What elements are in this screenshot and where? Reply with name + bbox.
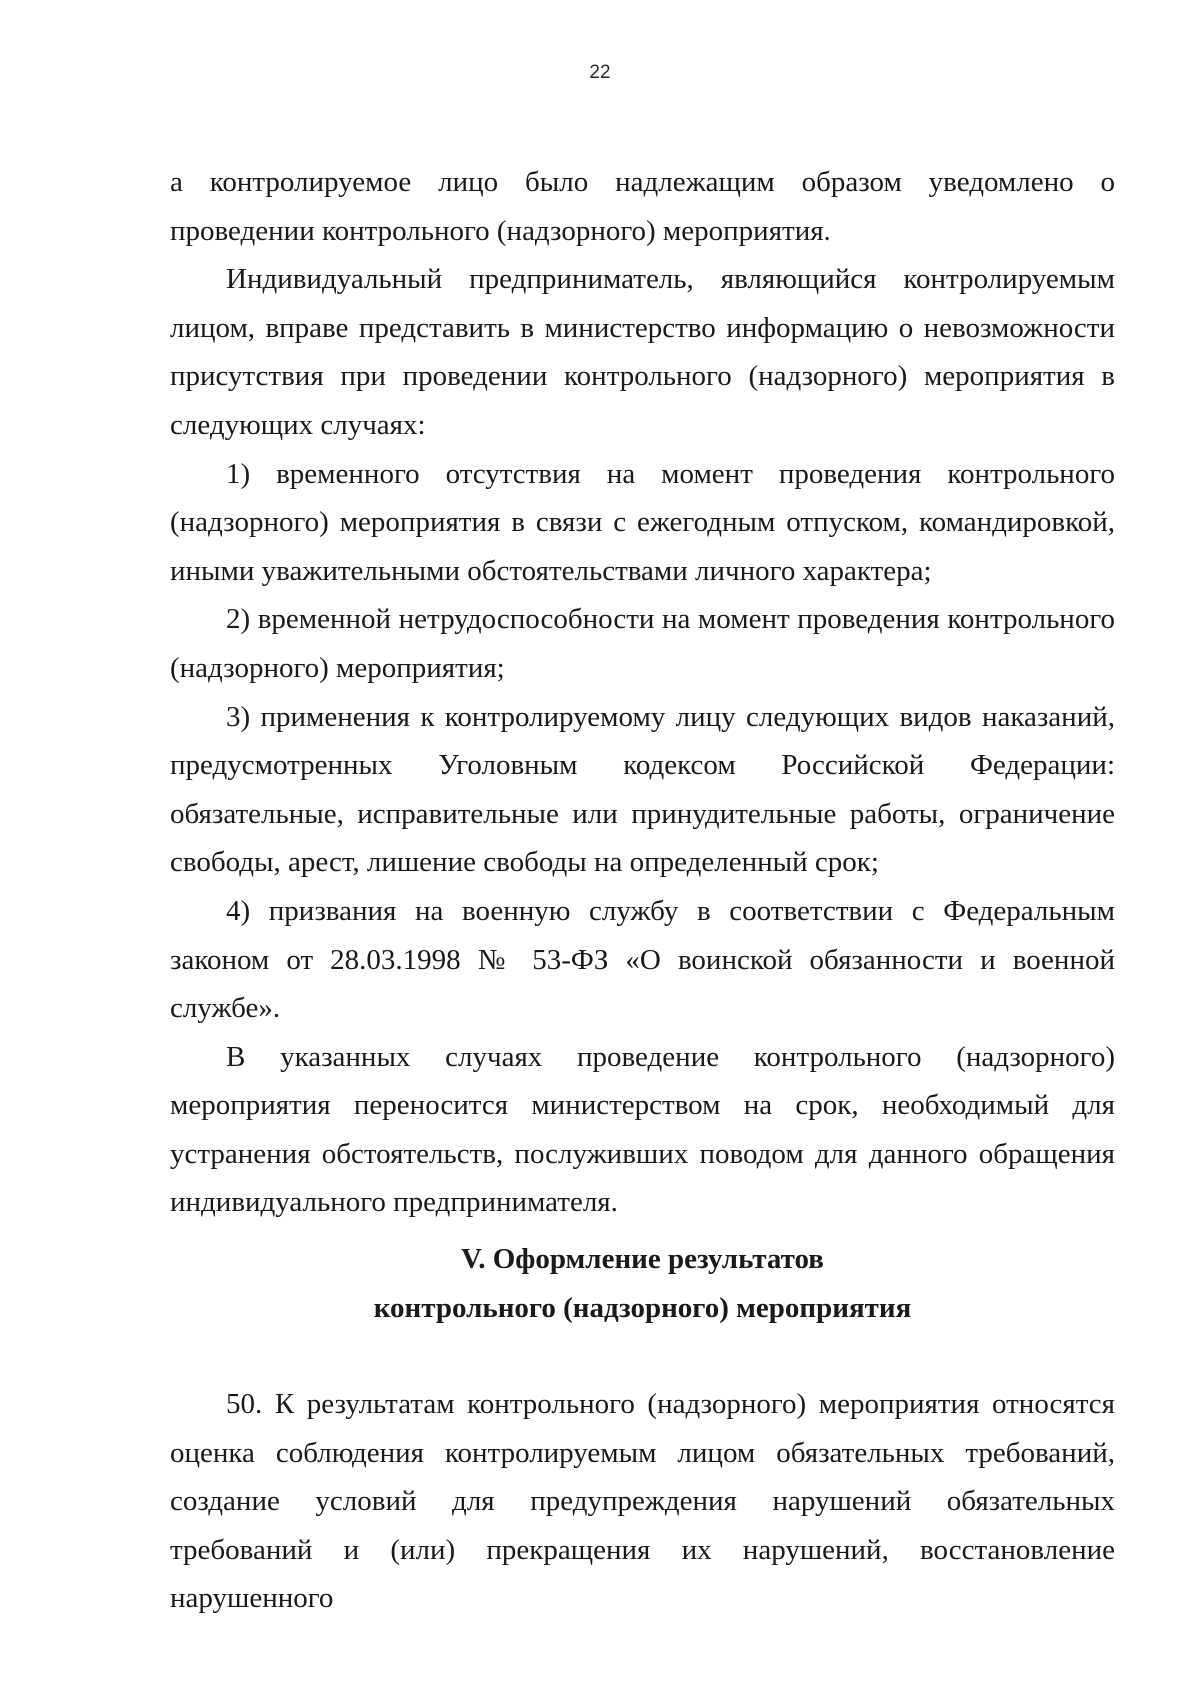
paragraph-case-1: 1) временного отсутствия на момент проведения контрольного (надзорного) мероприятия в связи с ежегодным отпуском, командировкой, иными уважительными обстоятельствами личного характера; — [170, 457, 1115, 587]
paragraph-case-4: 4) призвания на военную службу в соответствии с Федеральным законом от 28.03.1998 № 53-ФЗ «О воинской обязанности и военной службе». — [170, 894, 1115, 1025]
section-heading-line-1: V. Оформление результатов — [461, 1243, 824, 1275]
body-text-top — [170, 158, 1115, 1227]
paragraph-continuation: а контролируемое лицо было надлежащим образом уведомлено о проведении контрольного (надзорного) мероприятия. — [170, 166, 1115, 247]
body-text-bottom — [170, 1380, 1115, 1623]
paragraph-case-3: 3) применения к контролируемому лицу следующих видов наказаний, предусмотренных Уголовным кодексом Российской Федерации: обязательные, исправительные или принудительные работы, ограничение свободы, арест, лишение свободы на определенный срок; — [170, 700, 1115, 879]
paragraph-entrepreneur-right: Индивидуальный предприниматель, являющийся контролируемым лицом, вправе представить в министерство информацию о невозможности присутствия при проведении контрольного (надзорного) мероприятия в следующих случаях: — [170, 263, 1115, 441]
paragraph-50: 50. К результатам контрольного (надзорного) мероприятия относятся оценка соблюдения контролируемым лицом обязательных требований, создание условий для предупреждения нарушений обязательных требований и (или) прекращения их нарушений, восстановление нарушенного — [170, 1388, 1115, 1615]
paragraph-case-2: 2) временной нетрудоспособности на момент проведения контрольного (надзорного) мероприятия; — [170, 603, 1115, 684]
section-heading-line-2: контрольного (надзорного) мероприятия — [373, 1292, 912, 1324]
paragraph-postponement: В указанных случаях проведение контрольного (надзорного) мероприятия переносится министерством на срок, необходимый для устранения обстоятельств, послуживших поводом для данного обращения индивидуального предпринимателя. — [170, 1040, 1115, 1219]
page-number: 22 — [589, 62, 611, 83]
